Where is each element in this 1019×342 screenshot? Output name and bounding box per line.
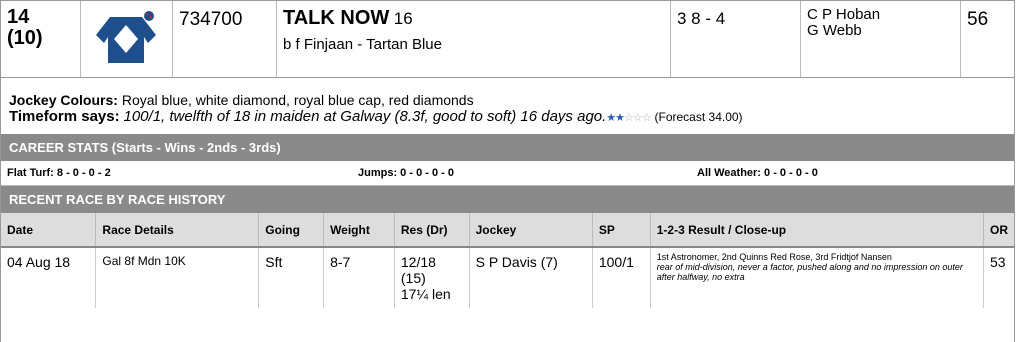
horse-name-cell — [277, 1, 671, 77]
horse-age: 16 — [393, 9, 413, 28]
table-row[interactable] — [1, 247, 1014, 308]
row-jockey[interactable]: S P Davis (7) — [469, 247, 592, 308]
result-placings: 1st Astronomer, 2nd Quinns Red Rose, 3rd Fridtjof Nansen — [656, 252, 892, 262]
timeform-text: 100/1, twelfth of 18 in maiden at Galway (8.3f, good to soft) 16 days ago. — [123, 108, 607, 125]
runner-info — [1, 78, 1014, 134]
row-result — [650, 247, 983, 308]
flat-turf-stats: Flat Turf: 8 - 0 - 0 - 2 — [7, 167, 111, 179]
colours-text: Royal blue, white diamond, royal blue cap, red diamonds — [121, 92, 474, 108]
timeform-label: Timeform says: — [9, 108, 120, 125]
forecast-odds: (Forecast 34.00) — [654, 110, 743, 124]
row-date: 04 Aug 18 — [1, 247, 96, 308]
col-result: 1-2-3 Result / Close-up — [650, 213, 983, 247]
colours-label: Jockey Colours: — [9, 92, 118, 108]
table-header-row — [1, 213, 1014, 247]
col-going: Going — [259, 213, 324, 247]
career-stats-header: CAREER STATS (Starts - Wins - 2nds - 3rds) — [1, 134, 1014, 161]
col-or: OR — [984, 213, 1015, 247]
row-going: Sft — [259, 247, 324, 308]
col-date: Date — [1, 213, 96, 247]
race-history-table — [1, 213, 1014, 308]
horse-name[interactable]: TALK NOW — [283, 7, 390, 29]
jockey-silks-icon — [81, 1, 173, 77]
row-res: 12/18 (15) 17¼ len — [394, 247, 469, 308]
jumps-stats: Jumps: 0 - 0 - 0 - 0 — [358, 167, 454, 179]
horse-breeding: b f Finjaan - Tartan Blue — [283, 36, 442, 53]
row-weight: 8-7 — [324, 247, 395, 308]
trainer-name[interactable]: C P Hoban — [807, 6, 881, 23]
form-figures: 734700 — [173, 1, 277, 77]
runner-header-row — [1, 0, 1014, 78]
career-stats-row — [1, 161, 1014, 186]
row-or: 53 — [990, 254, 1006, 270]
rating-stars-icon: ★★☆☆☆ — [606, 112, 651, 124]
col-jockey: Jockey — [469, 213, 592, 247]
saddle-cloth-number: 14 — [7, 6, 30, 28]
row-sp: 100/1 — [592, 247, 650, 308]
col-sp: SP — [592, 213, 650, 247]
col-weight: Weight — [324, 213, 395, 247]
trainer-jockey-cell — [801, 1, 961, 77]
result-closeup: rear of mid-division, never a factor, pushed along and no impression on outer after halfway, no extra — [656, 262, 963, 282]
col-res: Res (Dr) — [394, 213, 469, 247]
all-weather-stats: All Weather: 0 - 0 - 0 - 0 — [697, 167, 818, 179]
col-race-details: Race Details — [96, 213, 259, 247]
horse-weight: 3 8 - 4 — [671, 1, 801, 77]
official-rating: 56 — [967, 9, 989, 30]
race-history-header: RECENT RACE BY RACE HISTORY — [1, 186, 1014, 213]
stall-draw: (10) — [7, 27, 43, 49]
jockey-name[interactable]: G Webb — [807, 22, 862, 39]
row-race-details[interactable]: Gal 8f Mdn 10K — [96, 247, 259, 308]
runner-number-cell — [1, 1, 81, 77]
